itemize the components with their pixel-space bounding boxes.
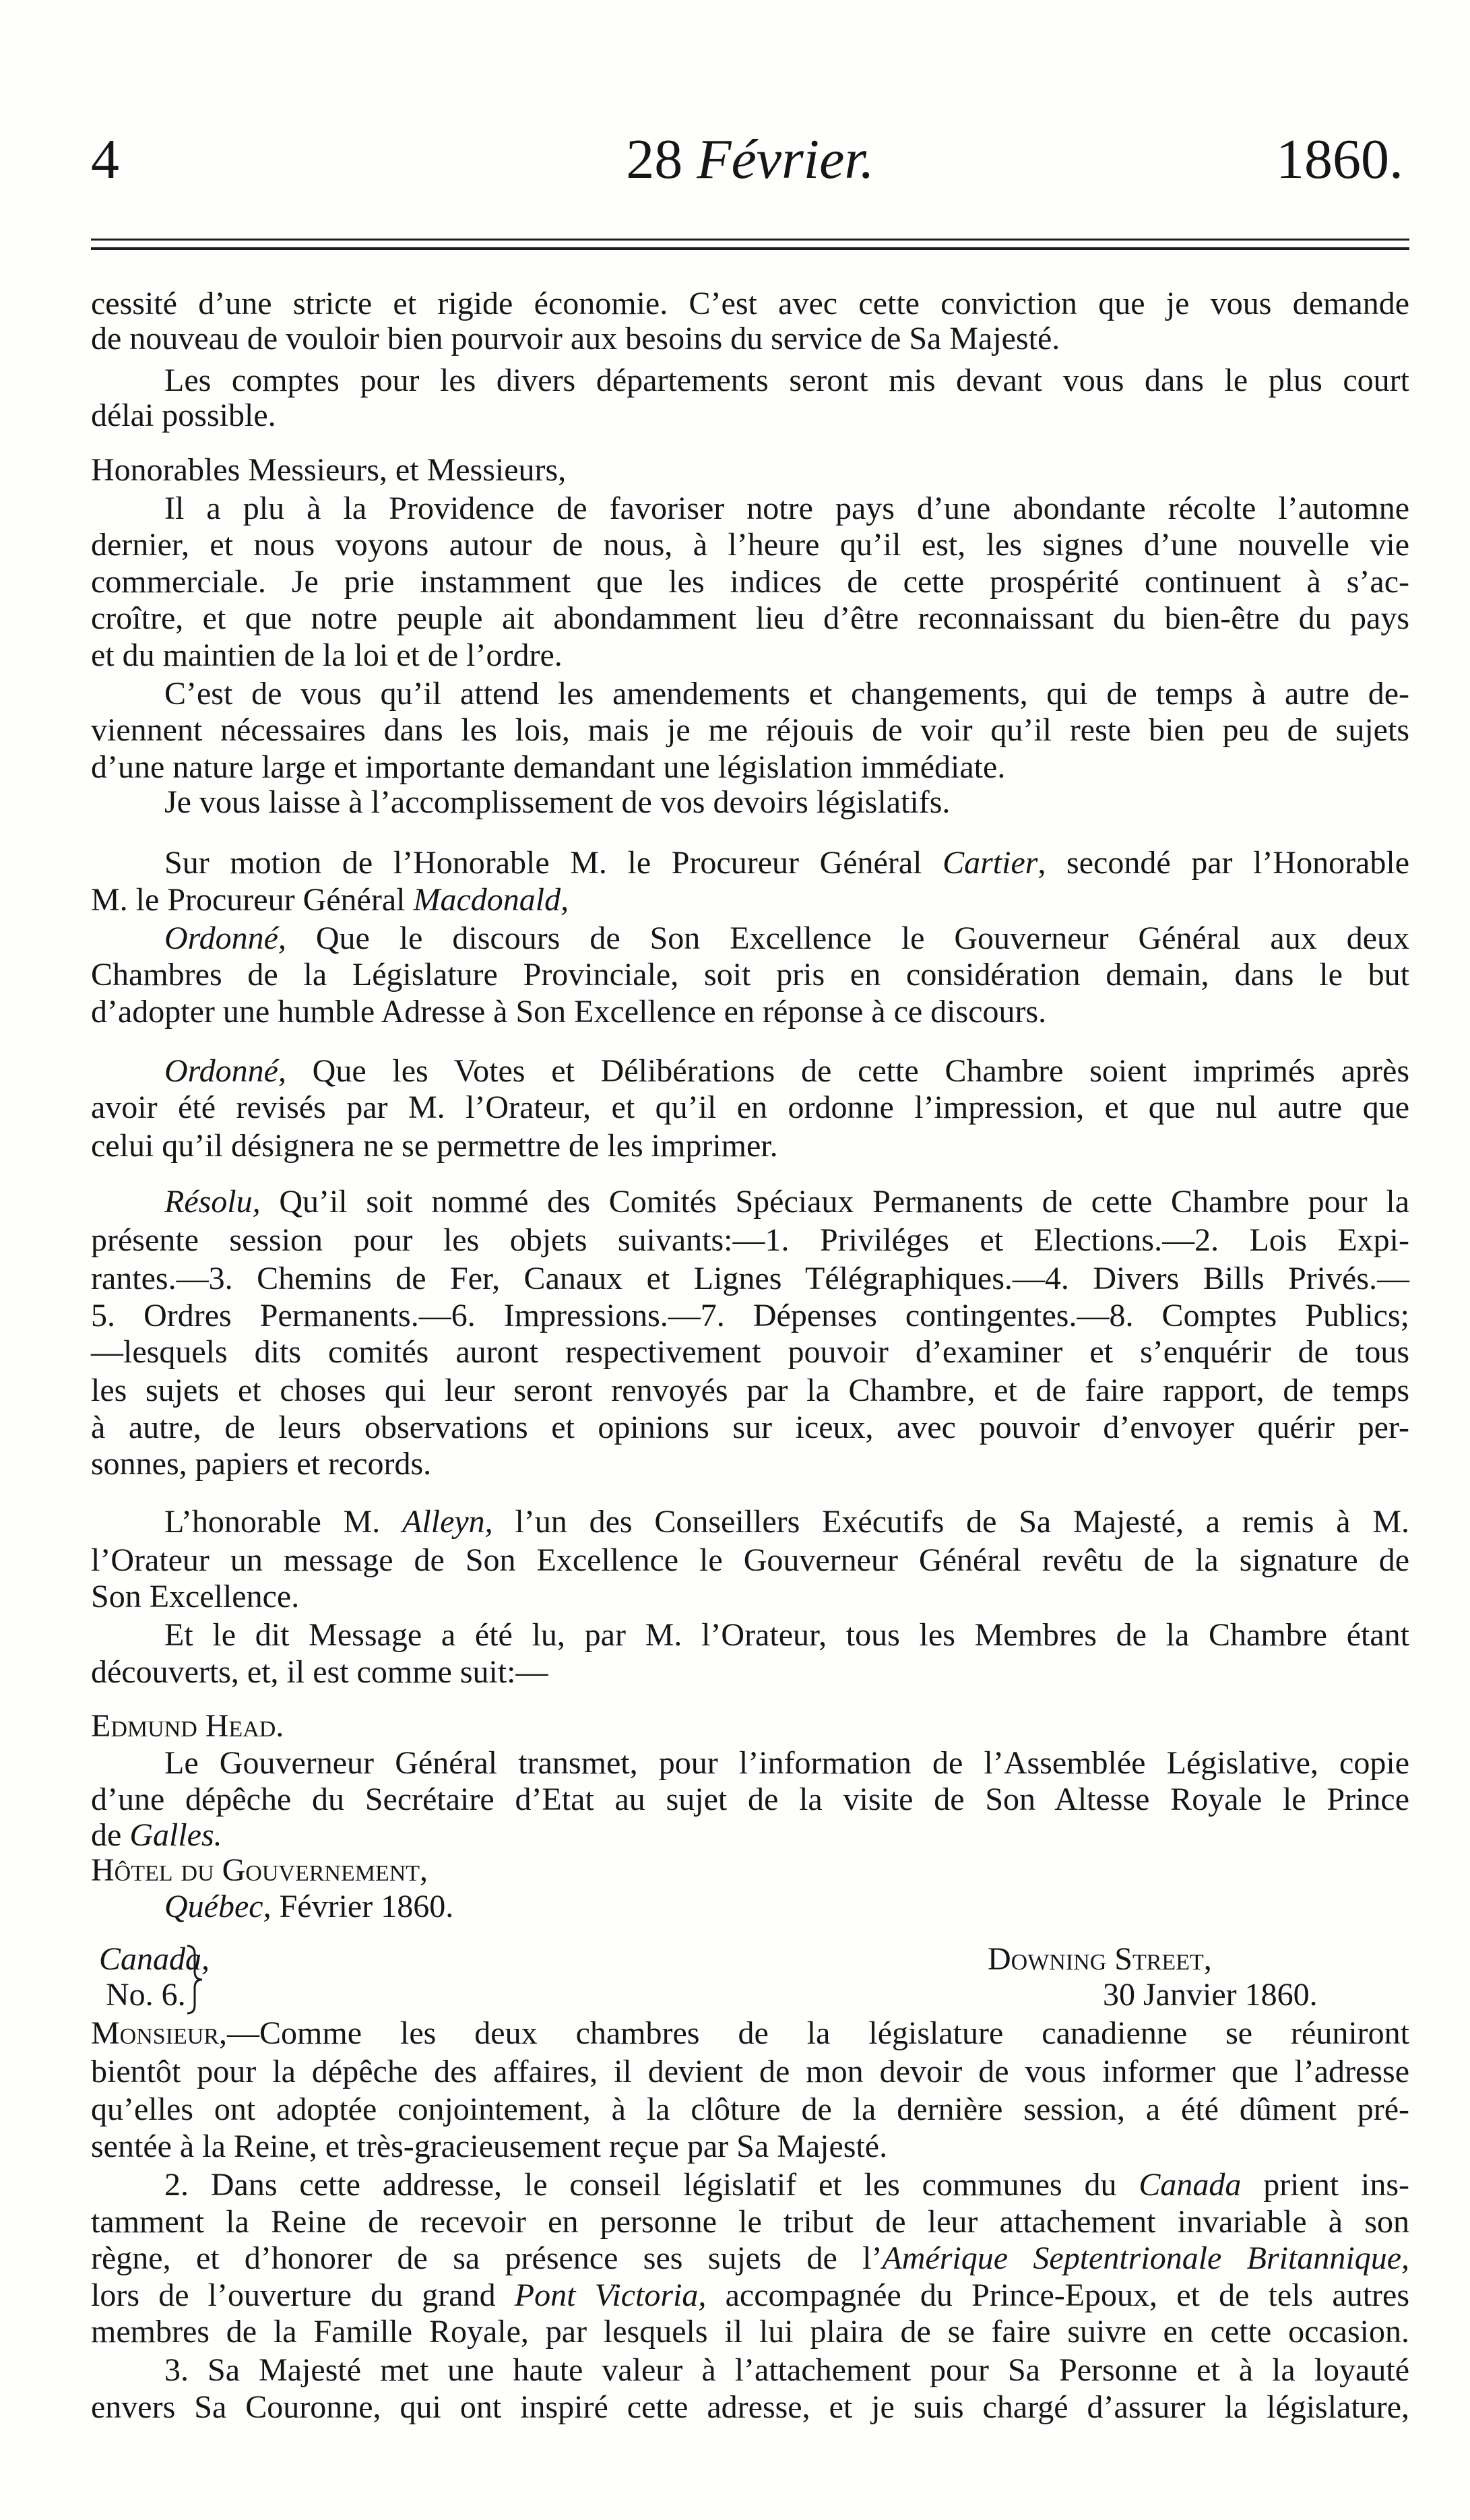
dispatch-colony: Canada,	[99, 1941, 210, 1977]
text-segment: —Comme les deux chambres de la législature canadienne se réuniront	[227, 2015, 1409, 2051]
text-line: 3. Sa Majesté met une haute valeur à l’attachement pour Sa Personne et à la loyauté	[164, 2352, 1409, 2388]
text-line: —lesquels dits comités auront respectivement pouvoir d’examiner et s’enquérir de tous	[91, 1334, 1409, 1370]
place-line: Hôtel du Gouvernement,	[91, 1852, 428, 1888]
italic-text: Ordonné,	[164, 1053, 286, 1089]
text-line	[91, 2015, 1409, 2052]
text-line: sentée à la Reine, et très-gracieusement reçue par Sa Majesté.	[91, 2129, 888, 2164]
text-line: d’adopter une humble Adresse à Son Excellence en réponse à ce discours.	[91, 994, 1047, 1030]
text-segment: M. le Procureur Général	[91, 882, 414, 918]
header-day: 28	[626, 128, 683, 191]
text-segment: Que le discours de Son Excellence le Gouverneur Général aux deux	[286, 920, 1409, 956]
text-line: délai possible.	[91, 398, 276, 433]
italic-text: Pont Victoria,	[514, 2277, 707, 2313]
text-line	[91, 2277, 1409, 2314]
text-line: les sujets et choses qui leur seront renvoyés par la Chambre, et de faire rapport, de temps	[91, 1373, 1409, 1408]
italic-text: Canada	[1139, 2167, 1242, 2203]
text-segment: prient ins-	[1241, 2167, 1410, 2203]
text-line: Et le dit Message a été lu, par M. l’Orateur, tous les Membres de la Chambre étant	[164, 1617, 1409, 1653]
text-line: commerciale. Je prie instamment que les indices de cette prospérité continuent à s’ac-	[91, 564, 1409, 600]
italic-text: Macdonald,	[413, 882, 569, 918]
signature-line: Edmund Head.	[91, 1708, 284, 1744]
text-segment: accompagnée du Prince-Epoux, et de tels autres	[706, 2277, 1410, 2313]
italic-text: Amérique Septentrionale Britannique,	[882, 2240, 1409, 2276]
double-rule-top	[91, 239, 1409, 241]
text-line: Chambres de la Législature Provinciale, soit pris en considération demain, dans le but	[91, 957, 1409, 993]
text-line: croître, et que notre peuple ait abondamment lieu d’être reconnaissant du bien-être du pays	[91, 600, 1409, 636]
italic-text: Ordonné,	[164, 920, 286, 956]
dateline	[164, 1888, 1409, 1925]
text-line: Je vous laisse à l’accomplissement de vos devoirs législatifs.	[164, 784, 951, 820]
text-segment: lors de l’ouverture du grand	[91, 2277, 515, 2313]
text-line: présente session pour les objets suivants:—1. Priviléges et Elections.—2. Lois Expi-	[91, 1222, 1409, 1258]
text-line: tamment la Reine de recevoir en personne le tribut de leur attachement invariable à son	[91, 2204, 1409, 2240]
italic-text: Résolu,	[164, 1184, 261, 1220]
text-line	[91, 2240, 1409, 2277]
text-line: Les comptes pour les divers départements seront mis devant vous dans le plus court	[164, 363, 1409, 398]
text-line: 5. Ordres Permanents.—6. Impressions.—7. Dépenses contingentes.—8. Comptes Publics;	[91, 1298, 1409, 1333]
italic-text: Galles.	[129, 1817, 222, 1853]
text-line	[164, 920, 1409, 957]
text-line: envers Sa Couronne, qui ont inspiré cette adresse, et je suis chargé d’assurer la législature,	[91, 2389, 1409, 2425]
text-line: bientôt pour la dépêche des affaires, il devient de mon devoir de vous informer que l’adresse	[91, 2054, 1409, 2089]
text-line	[91, 881, 1409, 918]
text-line: qu’elles ont adoptée conjointement, à la clôture de la dernière session, a été dûment pré-	[91, 2091, 1409, 2127]
text-line: Son Excellence.	[91, 1579, 300, 1614]
text-line	[164, 1503, 1409, 1540]
text-segment: Que les Votes et Délibérations de cette Chambre soient imprimés après	[286, 1053, 1409, 1089]
text-line: cessité d’une stricte et rigide économie. C’est avec cette conviction que je vous demande	[91, 286, 1409, 321]
text-segment: L’honorable M.	[164, 1504, 403, 1540]
text-line	[164, 2166, 1409, 2203]
text-segment: Sur motion de l’Honorable M. le Procureur Général	[164, 845, 943, 881]
dispatch-place: Downing Street,	[988, 1941, 1212, 1977]
header-year: 1860.	[1276, 128, 1403, 191]
text-line: de nouveau de vouloir bien pourvoir aux besoins du service de Sa Majesté.	[91, 321, 1060, 356]
header-date	[91, 126, 1409, 193]
page-number: 4	[91, 128, 119, 191]
text-line	[164, 1183, 1409, 1220]
text-segment: de	[91, 1817, 130, 1853]
text-line: avoir été revisés par M. l’Orateur, et qu’il en ordonne l’impression, et que nul autre que	[91, 1090, 1409, 1125]
text-line: et du maintien de la loi et de l’ordre.	[91, 637, 563, 673]
text-segment: règne, et d’honorer de sa présence ses sujets de l’	[91, 2240, 883, 2276]
text-segment: Qu’il soit nommé des Comités Spéciaux Permanents de cette Chambre pour la	[260, 1184, 1409, 1220]
dispatch-date: 30 Janvier 1860.	[1103, 1977, 1318, 2013]
text-segment: l’un des Conseillers Exécutifs de Sa Majesté, a remis à M.	[492, 1504, 1409, 1540]
text-line: Le Gouverneur Général transmet, pour l’information de l’Assemblée Législative, copie	[164, 1745, 1409, 1781]
text-line: celui qu’il désignera ne se permettre de les imprimer.	[91, 1128, 778, 1164]
text-line: Il a plu à la Providence de favoriser notre pays d’une abondante récolte l’automne	[164, 491, 1409, 526]
text-line: l’Orateur un message de Son Excellence le Gouverneur Général revêtu de la signature de	[91, 1542, 1409, 1578]
text-line: sonnes, papiers et records.	[91, 1446, 432, 1482]
text-line: rantes.—3. Chemins de Fer, Canaux et Lignes Télégraphiques.—4. Divers Bills Privés.—	[91, 1261, 1409, 1296]
italic-text: Cartier	[942, 845, 1038, 881]
small-caps-text: Monsieur,	[91, 2015, 228, 2051]
curly-brace	[186, 1945, 203, 2015]
text-line: d’une dépêche du Secrétaire d’Etat au sujet de la visite de Son Altesse Royale le Prince	[91, 1782, 1409, 1817]
text-line: viennent nécessaires dans les lois, mais je me réjouis de voir qu’il reste bien peu de sujets	[91, 712, 1409, 748]
text-line	[91, 1817, 1409, 1854]
text-line	[164, 1052, 1409, 1090]
text-line: d’une nature large et importante demandant une législation immédiate.	[91, 749, 1006, 785]
text-line: membres de la Famille Royale, par lesquels il lui plaira de se faire suivre en cette occasion.	[91, 2314, 1409, 2350]
text-line	[164, 844, 1409, 881]
dispatch-number: No. 6.	[106, 1977, 186, 2013]
text-segment: , secondé par l’Honorable	[1037, 845, 1409, 881]
text-segment: Février 1860.	[271, 1889, 454, 1924]
double-rule-bottom	[91, 247, 1409, 250]
header-month: Février.	[697, 128, 874, 191]
italic-text: Alleyn,	[402, 1504, 493, 1540]
text-line: découverts, et, il est comme suit:—	[91, 1654, 548, 1690]
running-header	[91, 126, 1409, 193]
text-line: à autre, de leurs observations et opinions sur iceux, avec pouvoir d’envoyer quérir per-	[91, 1410, 1409, 1445]
italic-text: Québec,	[164, 1889, 271, 1924]
text-line: dernier, et nous voyons autour de nous, à l’heure qu’il est, les signes d’une nouvelle vie	[91, 527, 1409, 563]
salutation-line: Honorables Messieurs, et Messieurs,	[91, 452, 567, 488]
text-line: C’est de vous qu’il attend les amendements et changements, qui de temps à autre de-	[164, 676, 1409, 712]
text-segment: 2. Dans cette addresse, le conseil législatif et les communes du	[164, 2167, 1139, 2203]
